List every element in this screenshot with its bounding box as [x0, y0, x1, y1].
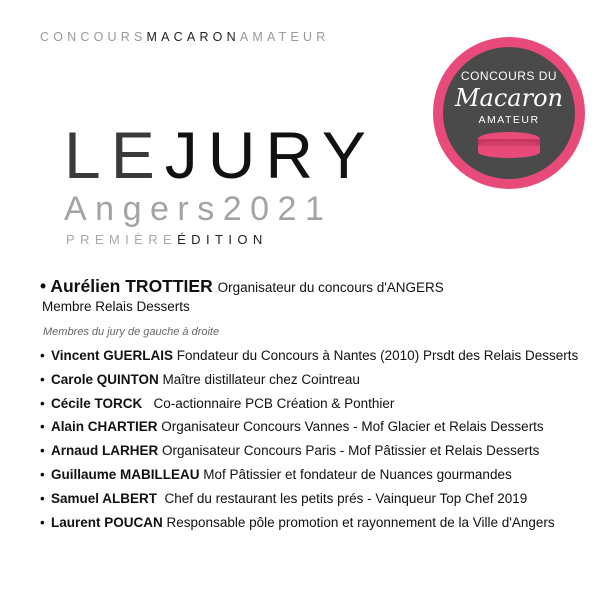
jury-note: Membres du jury de gauche à droite: [43, 326, 220, 338]
kicker-concours: CONCOURS: [40, 30, 147, 44]
title-jury: JURY: [164, 118, 376, 192]
member-desc: Chef du restaurant les petits prés - Vainqueur Top Chef 2019: [164, 490, 528, 506]
member-row: • Carole QUINTON Maître distillateur chez Cointreau: [40, 371, 360, 387]
title-le: LE: [64, 118, 165, 192]
member-desc: Maître distillateur chez Cointreau: [162, 371, 360, 387]
jury-content: [40, 276, 600, 534]
member-desc: Co-actionnaire PCB Création & Ponthier: [153, 395, 395, 411]
member-name: Carole QUINTON: [51, 371, 159, 387]
member-name: Samuel ALBERT: [51, 490, 158, 506]
lead-sub: Membre Relais Desserts: [42, 299, 190, 314]
macaron-icon: [478, 132, 540, 158]
member-row: • Laurent POUCAN Responsable pôle promotion et rayonnement de la Ville d'Angers: [40, 514, 555, 530]
member-row: • Arnaud LARHER Organisateur Concours Paris - Mof Pâtissier et Relais Desserts: [40, 443, 540, 459]
lead-desc: Organisateur du concours d'ANGERS: [217, 280, 444, 295]
member-row: • Cécile TORCK Co-actionnaire PCB Création & Ponthier: [40, 395, 395, 411]
member-desc: Organisateur Concours Vannes - Mof Glacier et Relais Desserts: [161, 419, 544, 435]
member-row: • Alain CHARTIER Organisateur Concours Vannes - Mof Glacier et Relais Desserts: [40, 419, 544, 435]
logo-disc: [443, 47, 575, 179]
member-desc: Organisateur Concours Paris - Mof Pâtissier et Relais Desserts: [162, 443, 540, 459]
member-desc: Fondateur du Concours à Nantes (2010) Prsdt des Relais Desserts: [176, 348, 579, 363]
logo-line3: AMATEUR: [478, 114, 540, 126]
lead-member: [40, 276, 600, 297]
member-name: Arnaud LARHER: [51, 443, 159, 459]
member-name: Vincent GUERLAIS: [51, 348, 174, 363]
member-row: • Vincent GUERLAIS Fondateur du Concours à Nantes (2010) Prsdt des Relais Desserts: [40, 348, 579, 363]
logo-line2: Macaron: [454, 84, 564, 112]
member-name: Guillaume MABILLEAU: [51, 466, 200, 482]
member-row: • Samuel ALBERT Chef du restaurant les petits prés - Vainqueur Top Chef 2019: [40, 490, 528, 506]
member-name: Cécile TORCK: [51, 395, 143, 411]
edition-label: [66, 232, 268, 247]
concours-logo: [432, 36, 586, 190]
member-name: Alain CHARTIER: [51, 419, 158, 435]
kicker-amateur: AMATEUR: [239, 30, 330, 44]
event-kicker: [40, 30, 329, 44]
edition-premiere: PREMIÈRE: [66, 232, 178, 247]
member-desc: Responsable pôle promotion et rayonnement de la Ville d'Angers: [166, 514, 555, 530]
lead-bullet: •: [40, 276, 47, 296]
member-name: Laurent POUCAN: [51, 514, 163, 530]
page-title: [64, 118, 394, 192]
kicker-macaron: MACARON: [146, 30, 240, 44]
member-desc: Mof Pâtissier et fondateur de Nuances gourmandes: [203, 466, 512, 482]
lead-name: Aurélien TROTTIER: [50, 276, 213, 296]
member-row: • Guillaume MABILLEAU Mof Pâtissier et fondateur de Nuances gourmandes: [40, 466, 512, 482]
logo-line1: CONCOURS DU: [460, 69, 558, 83]
page-subtitle: Angers2021: [64, 190, 333, 228]
edition-edition: ÉDITION: [177, 232, 268, 247]
